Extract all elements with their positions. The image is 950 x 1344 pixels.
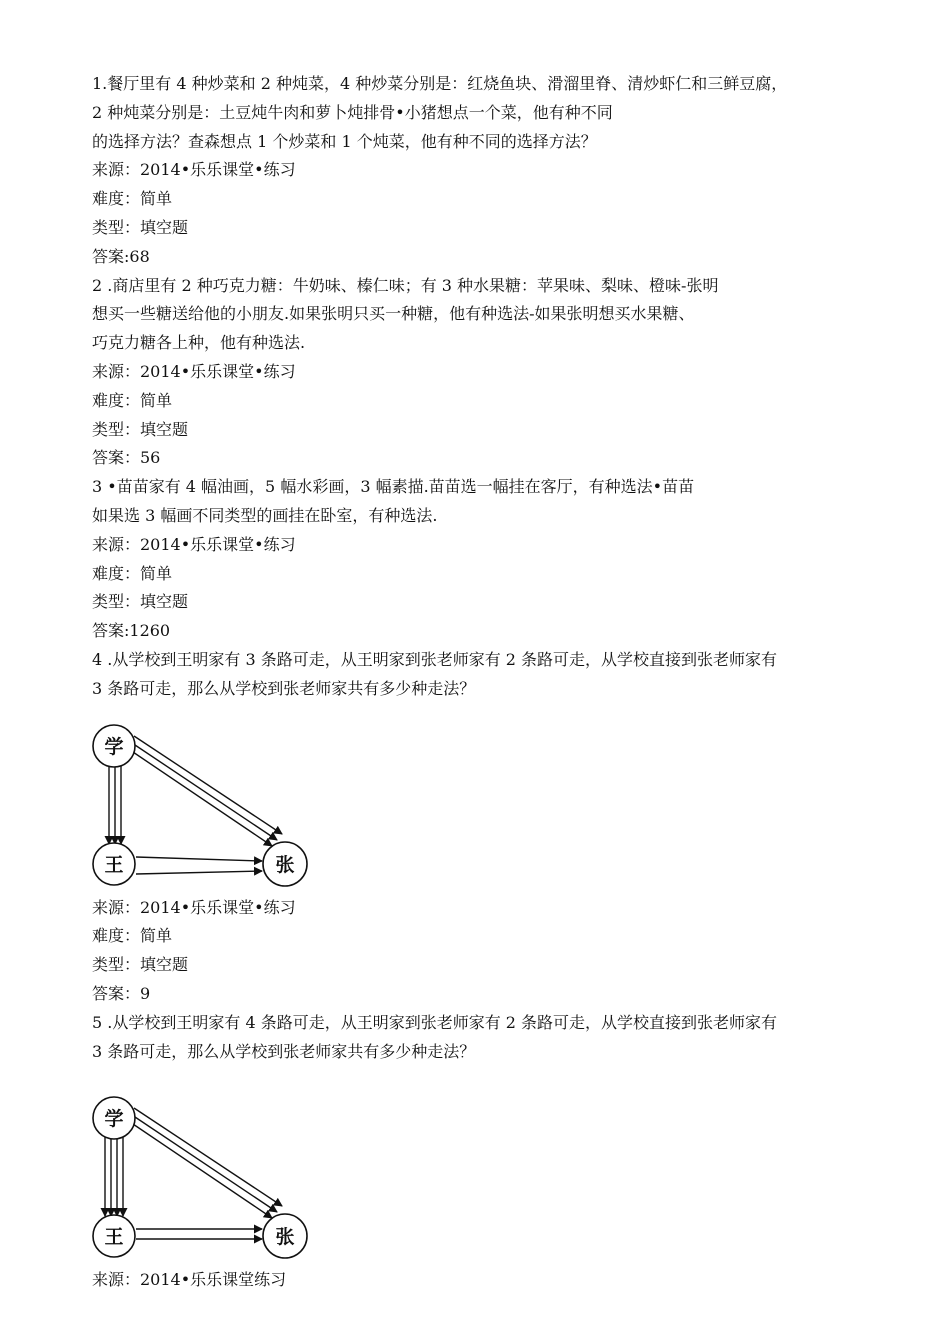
question-4 [92, 646, 872, 1009]
question-text-line: 3 条路可走，那么从学校到张老师家共有多少种走法？ [92, 1041, 476, 1061]
answer-label: 答案：9 [92, 983, 151, 1003]
route-arrow [130, 750, 272, 846]
question-5 [92, 1009, 872, 1295]
route-arrow [136, 871, 262, 874]
question-text-line: 如果选 3 幅画不同类型的画挂在卧室，有种选法. [92, 505, 438, 525]
school-node-label: 学 [104, 735, 124, 758]
difficulty-label: 难度：简单 [92, 189, 173, 209]
source-label: 来源：2014•乐乐课堂•练习 [92, 160, 296, 180]
difficulty-label: 难度：简单 [92, 390, 173, 410]
zhang-node-label: 张 [275, 853, 295, 876]
route-arrow [134, 1108, 282, 1206]
source-label: 来源：2014•乐乐课堂练习 [92, 1270, 287, 1290]
answer-label: 答案:68 [92, 246, 150, 266]
zhang-node-label: 张 [275, 1226, 295, 1249]
school-node-label: 学 [104, 1108, 124, 1131]
answer-label: 答案:1260 [92, 621, 171, 641]
difficulty-label: 难度：简单 [92, 926, 173, 946]
question-text-line: 1.餐厅里有 4 种炒菜和 2 种炖菜，4 种炒菜分别是：红烧鱼块、滑溜里脊、清炒虾仁和三鲜豆腐， [92, 74, 788, 93]
type-label: 类型：填空题 [92, 217, 189, 237]
question-2 [92, 272, 872, 474]
route-arrow [132, 743, 277, 840]
wang-node-label: 王 [104, 1226, 124, 1249]
question-text-line: 2 种炖菜分别是：土豆炖牛肉和萝卜炖排骨•小猪想点一个菜，他有种不同 [92, 102, 613, 122]
question-text-line: 的选择方法？查森想点 1 个炒菜和 1 个炖菜，他有种不同的选择方法？ [92, 131, 597, 151]
document-page [92, 70, 872, 1295]
type-label: 类型：填空题 [92, 592, 189, 612]
route-diagram [92, 1096, 322, 1266]
route-arrow [130, 1122, 272, 1218]
route-arrow [136, 857, 262, 861]
type-label: 类型：填空题 [92, 419, 189, 439]
question-text-line: 5 .从学校到王明家有 4 条路可走，从王明家到张老师家有 2 条路可走，从学校直接到张老师家有 [92, 1012, 778, 1032]
route-arrow [132, 1115, 277, 1212]
source-label: 来源：2014•乐乐课堂•练习 [92, 361, 296, 381]
question-text-line: 4 .从学校到王明家有 3 条路可走，从王明家到张老师家有 2 条路可走，从学校直接到张老师家有 [92, 649, 778, 669]
wang-node-label: 王 [104, 853, 124, 876]
route-diagram [92, 724, 322, 894]
question-3 [92, 473, 872, 646]
answer-label: 答案：56 [92, 448, 161, 468]
question-text-line: 想买一些糖送给他的小朋友.如果张明只买一种糖，他有种选法-如果张明想买水果糖、 [92, 304, 695, 324]
route-arrow [134, 736, 282, 834]
question-1 [92, 70, 872, 272]
source-label: 来源：2014•乐乐课堂•练习 [92, 897, 296, 917]
question-text-line: 3 •苗苗家有 4 幅油画，5 幅水彩画，3 幅素描.苗苗选一幅挂在客厅，有种选法•苗苗 [92, 477, 695, 497]
type-label: 类型：填空题 [92, 955, 189, 975]
source-label: 来源：2014•乐乐课堂•练习 [92, 534, 296, 554]
question-text-line: 巧克力糖各上种，他有种选法. [92, 333, 306, 353]
question-text-line: 3 条路可走，那么从学校到张老师家共有多少种走法？ [92, 678, 476, 698]
question-text-line: 2 .商店里有 2 种巧克力糖：牛奶味、榛仁味；有 3 种水果糖：苹果味、梨味、橙味-张明 [92, 275, 719, 295]
difficulty-label: 难度：简单 [92, 563, 173, 583]
